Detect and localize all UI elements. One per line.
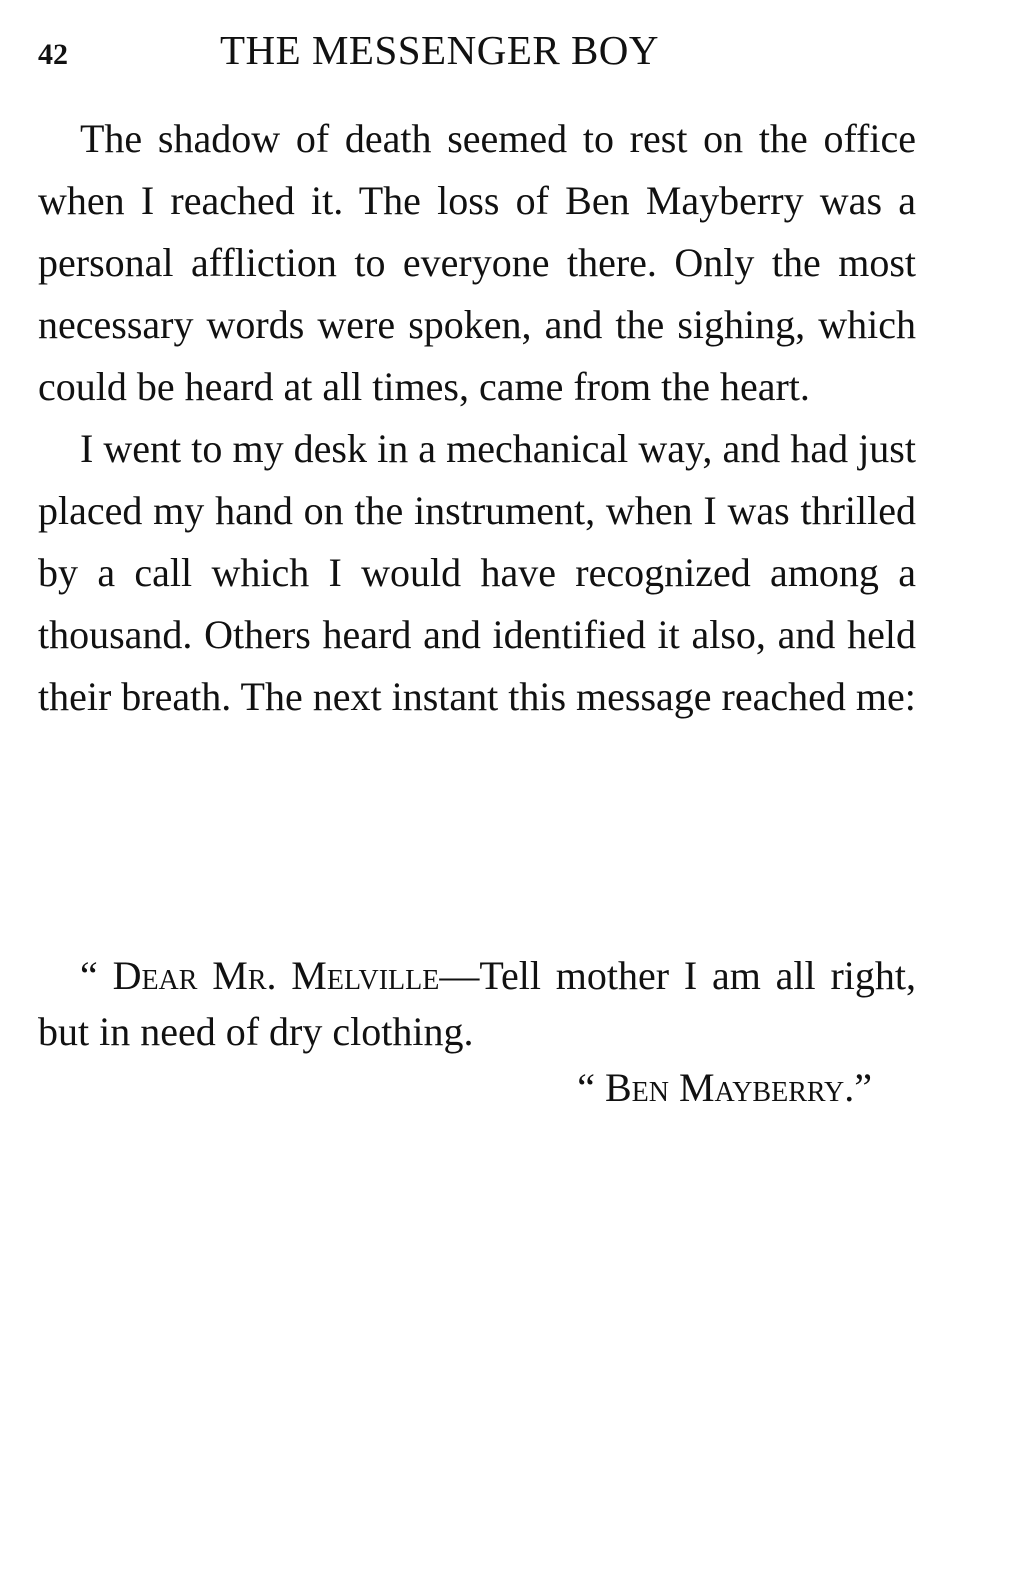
body-text [38,108,916,728]
telegram-salutation: Dear Mr. Melville [112,953,440,998]
paragraph: The shadow of death seemed to rest on the office when I reached it. The loss of Ben Mayberry was a personal affliction to everyone there. Only the most necessary words were spoken, and the sighing, which could be heard at all times, came from the heart. [38,116,916,409]
page-header [38,22,918,82]
paragraph: I went to my desk in a mechanical way, and had just placed my hand on the instrument, when I was thrilled by a call which I would have recognized among a thousand. Others heard and identified it also, and held their breath. The next instant this message reached me: [38,426,916,719]
telegram-text: Tell mother I am all right, but in need of dry clothing. [38,953,916,1054]
signature-open-quote: “ [577,1065,605,1110]
telegram-body [38,948,916,1060]
page-number: 42 [38,38,68,71]
signature-name: Ben Mayberry [604,1065,845,1110]
salutation-dash: — [439,953,480,998]
running-title: THE MESSENGER BOY [220,27,660,73]
open-quote: “ [80,953,113,998]
telegram-message [38,948,916,1116]
signature-close-quote: .” [844,1065,872,1110]
telegram-signature [38,1060,916,1116]
